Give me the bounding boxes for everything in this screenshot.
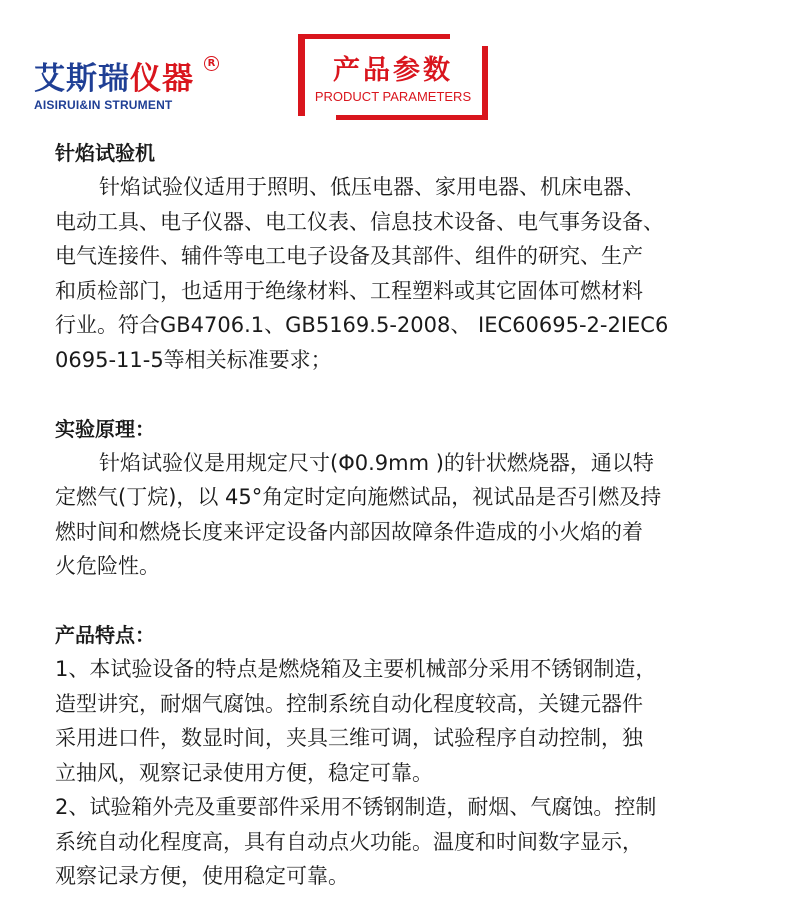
brand-name-cn-part1: 艾斯瑞	[34, 61, 130, 97]
feature-line: 采用进口件，数显时间，夹具三维可调，试验程序自动控制，独	[55, 726, 643, 750]
badge-frame-top	[298, 34, 450, 39]
intro-line: 电动工具、电子仪器、电工仪表、信息技术设备、电气事务设备、	[55, 209, 664, 234]
product-intro	[55, 170, 755, 377]
brand-logo	[34, 58, 234, 112]
badge-frame-bottom	[336, 115, 488, 120]
feature-line: 系统自动化程度高，具有自动点火功能。温度和时间数字显示，	[55, 829, 643, 854]
product-title: 针焰试验机	[55, 141, 155, 165]
intro-line: 和质检部门，也适用于绝缘材料、工程塑料或其它固体可燃材料	[55, 278, 643, 303]
intro-line: 行业。符合GB4706.1、GB5169.5-2008、 IEC60695-2-2IEC6	[55, 313, 669, 337]
principle-title: 实验原理：	[55, 416, 155, 441]
product-parameters-badge	[298, 34, 488, 120]
spacer	[55, 377, 755, 412]
badge-title-cn: 产品参数	[333, 55, 453, 86]
principle-line: 定燃气(丁烷)，以 45°角定时定向施燃试品，视试品是否引燃及持	[55, 485, 662, 509]
feature-line: 1、本试验设备的特点是燃烧箱及主要机械部分采用不锈钢制造，	[55, 657, 657, 681]
principle-line: 针焰试验仪是用规定尺寸(Φ0.9mm )的针状燃烧器，通以特	[99, 450, 654, 475]
intro-line: 0695-11-5等相关标准要求；	[55, 347, 332, 372]
feature-line: 立抽风，观察记录使用方便，稳定可靠。	[55, 760, 433, 785]
principle-line: 火危险性。	[55, 554, 160, 578]
principle-line: 燃时间和燃烧长度来评定设备内部因故障条件造成的小火焰的着	[55, 519, 643, 544]
badge-title-en: PRODUCT PARAMETERS	[314, 89, 472, 104]
intro-line: 针焰试验仪适用于照明、低压电器、家用电器、机床电器、	[99, 175, 645, 199]
principle-text	[55, 446, 755, 584]
brand-name-en: AISIRUI&IN STRUMENT	[34, 98, 173, 112]
document-body	[55, 136, 755, 894]
spacer	[55, 584, 755, 619]
features-text	[55, 652, 755, 894]
features-title: 产品特点：	[55, 623, 155, 647]
registered-mark-icon: R	[204, 56, 219, 71]
intro-line: 电气连接件、辅件等电工电子设备及其部件、组件的研究、生产	[55, 244, 643, 268]
feature-line: 观察记录方便，使用稳定可靠。	[55, 864, 349, 888]
feature-line: 2、试验箱外壳及重要部件采用不锈钢制造，耐烟、气腐蚀。控制	[55, 795, 657, 819]
brand-name-cn-part2: 仪器	[130, 61, 194, 97]
feature-line: 造型讲究，耐烟气腐蚀。控制系统自动化程度较高，关键元器件	[55, 691, 643, 716]
